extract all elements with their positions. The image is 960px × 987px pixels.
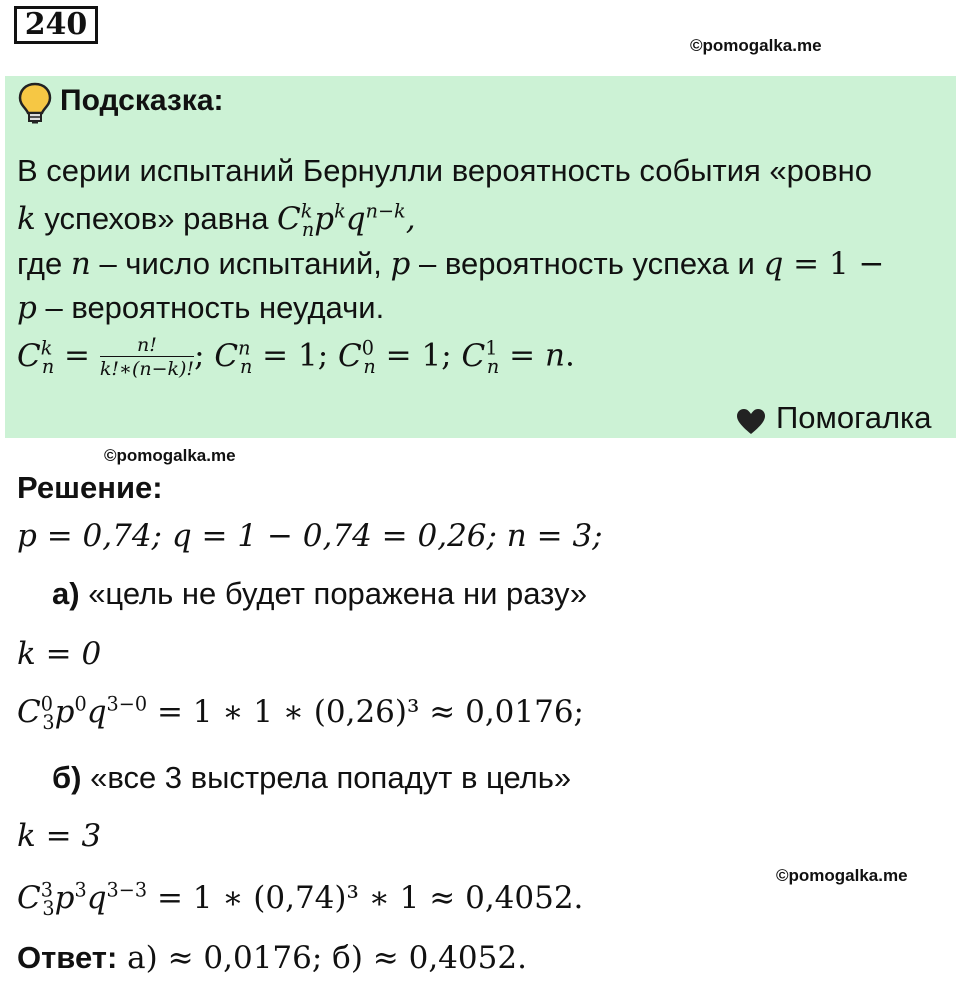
hint-line-4-b: – вероятность неудачи. [36,290,385,325]
part-a-heading [52,576,587,612]
hint-line-1: В серии испытаний Бернулли вероятность события «ровно [17,153,872,188]
hint-line-2: k успехов» равна $C^k_np^kq^{n-k}$, [17,199,416,242]
hint-line-3-b: – число испытаний, [90,246,391,281]
hint-line-3-c: – вероятность успеха и [410,246,764,281]
part-b-text: «все 3 выстрела попадут в цель» [81,760,572,795]
part-a-text: «цель не будет поражена ни разу» [79,576,588,611]
hint-line-2-text: успехов» равна [35,201,278,236]
part-b-label: б) [52,760,82,795]
watermark-bottom: ©pomogalka.me [776,866,908,885]
answer-text: а) ≈ 0,0176; б) ≈ 0,4052. [117,940,527,976]
part-a-k: k = 0 [17,636,102,672]
part-a-result: = 1 ∗ 1 ∗ (0,26)³ ≈ 0,0176; [156,694,585,730]
solution-title: Решение: [17,470,163,505]
hint-title: Подсказка: [60,84,224,117]
given-values: p = 0,74; q = 1 − 0,74 = 0,26; n = 3; [17,518,603,554]
hint-line-5-formulas: $C^k_n$ = $\frac{n!}{k!∗(n-k)!}$ ; $C^n_n = 1$; $C^0_n = 1$; $C^1_n = n$. [17,334,575,380]
answer-label: Ответ: [17,940,118,975]
answer-line [17,940,527,976]
hint-line-4: p – вероятность неудачи. [17,290,385,326]
bernoulli-formula: $C^k_np^kq^{n-k}$, [277,199,416,242]
hint-line-3: где n – число испытаний, p – вероятность успеха и q = 1 − [17,246,885,282]
brand-label: Помогалка [776,400,932,435]
part-a-calculation: $C^0_3p^0q^{3-0} = 1$ ∗ 1 ∗ (0,26)³ ≈ 0,0176; [17,692,585,735]
part-b-calculation: $C^3_3p^3q^{3-3} = 1$ ∗ (0,74)³ ∗ 1 ≈ 0,4052. [17,878,584,921]
part-b-result: = 1 ∗ (0,74)³ ∗ 1 ≈ 0,4052. [156,880,584,916]
part-b-k: k = 3 [17,818,102,854]
watermark-middle: ©pomogalka.me [104,446,236,465]
watermark-top: ©pomogalka.me [690,36,822,55]
part-b-heading [52,760,571,796]
hint-line-3-a: где [17,246,71,281]
part-a-label: а) [52,576,80,611]
heart-icon [736,408,766,436]
lightbulb-icon [18,82,52,124]
task-number: 240 [14,6,98,44]
